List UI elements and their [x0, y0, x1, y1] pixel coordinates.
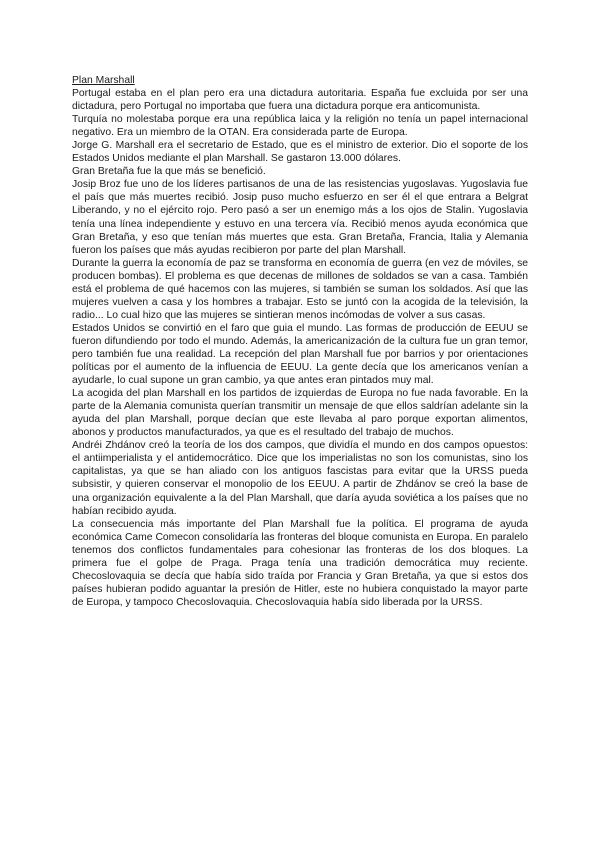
document-title: Plan Marshall: [72, 75, 135, 86]
paragraph-yugoslavia: Josip Broz fue uno de los líderes partisanos de una de las resistencias yugoslavas. Yugoslavia fue el país que más muertes recibió. Josip puso mucho esfuerzo en ser él el que entrara a Belgrat Liberando, y no el ejército rojo. Pero pasó a ser un enemigo más a los ojos de Stalin. Yugoslavia tenía una línea independiente y estuvo en una tercera vía. Recibió menos ayuda económica que Gran Bretaña, y eso que tenían más muertes que esta. Gran Bretaña, Francia, Italia y Alemania fueron los países que más ayudas recibieron por parte del plan Marshall.: [72, 179, 528, 256]
paragraph-gran-bretana: Gran Bretaña fue la que más se benefició.: [72, 166, 266, 178]
document-page: [72, 74, 528, 609]
paragraph-zhdanov: Andréi Zhdánov creó la teoría de los dos campos, que dividía el mundo en dos campos opuestos: el antiimperialista y el antidemocrático. Dice que los imperialistas no son los comunistas, sino los capitalistas, ya que se han aliado con los antiguos fascistas para evitar que la URSS pueda subsistir, y quieren conservar el monopolio de los EEUU. A partir de Zhdánov se creó la base de una organización equivalente a la del Plan Marshall, que daría ayuda soviética a los países que no habían recibido ayuda.: [72, 440, 528, 517]
paragraph-turquia: Turquía no molestaba porque era una república laica y la religión no tenía un papel internacional negativo. Era un miembro de la OTAN. Era considerada parte de Europa.: [72, 114, 528, 139]
paragraph-portugal: Portugal estaba en el plan pero era una dictadura autoritaria. España fue excluida por ser una dictadura, pero Portugal no importaba que fuera una dictadura porque era anticomunista.: [72, 88, 528, 113]
paragraph-marshall: Jorge G. Marshall era el secretario de Estado, que es el ministro de exterior. Dio el soporte de los Estados Unidos mediante el plan Marshall. Se gastaron 13.000 dólares.: [72, 140, 528, 165]
paragraph-consecuencia: La consecuencia más importante del Plan Marshall fue la política. El programa de ayuda económica Came Comecon consolidaría las fronteras del bloque comunista en Europa. En paralelo tenemos dos conflictos fundamentales para cohesionar las fronteras de los dos bloques. La primera fue el golpe de Praga. Praga tenía una tradición democrática muy reciente. Checoslovaquia se decía que había sido traída por Francia y Gran Bretaña, ya que si estos dos países hubieran podido aguantar la presión de Hitler, este no hubiera conquistado la mayor parte de Europa, y tampoco Checoslovaquia. Checoslovaquia había sido liberada por la URSS.: [72, 518, 528, 608]
paragraph-economia-guerra: Durante la guerra la economía de paz se transforma en economía de guerra (en vez de móviles, se producen bombas). El problema es que decenas de millones de soldados se van a casa. También está el problema de qué hacemos con las mujeres, si también se suman los soldados. Así que las mujeres vuelven a casa y los hombres a trabajar. Esto se juntó con la acogida de la televisión, la radio... Lo cual hizo que las mujeres se sintieran menos incómodas de volver a sus casas.: [72, 257, 528, 321]
paragraph-acogida: La acogida del plan Marshall en los partidos de izquierdas de Europa no fue nada favorable. En la parte de la Alemania comunista querían transmitir un mensaje de que ellos saldrían adelante sin la ayuda del plan Marshall, porque decían que este llevaba al paro porque exportan alimentos, abonos y productos manufacturados, ya que es el resultado del trabajo de muchos.: [72, 388, 528, 439]
paragraph-estados-unidos: Estados Unidos se convirtió en el faro que guia el mundo. Las formas de producción de EEUU se fueron difundiendo por todo el mundo. Además, la americanización de la cultura fue un gran temor, pero también fue una realidad. La recepción del plan Marshall fue por barrios y por orientaciones políticas por el aumento de la influencia de EEUU. La gente decía que los americanos venían a ayudarle, lo cual supone un gran cambio, ya que antes eran pintados muy mal.: [72, 322, 528, 387]
